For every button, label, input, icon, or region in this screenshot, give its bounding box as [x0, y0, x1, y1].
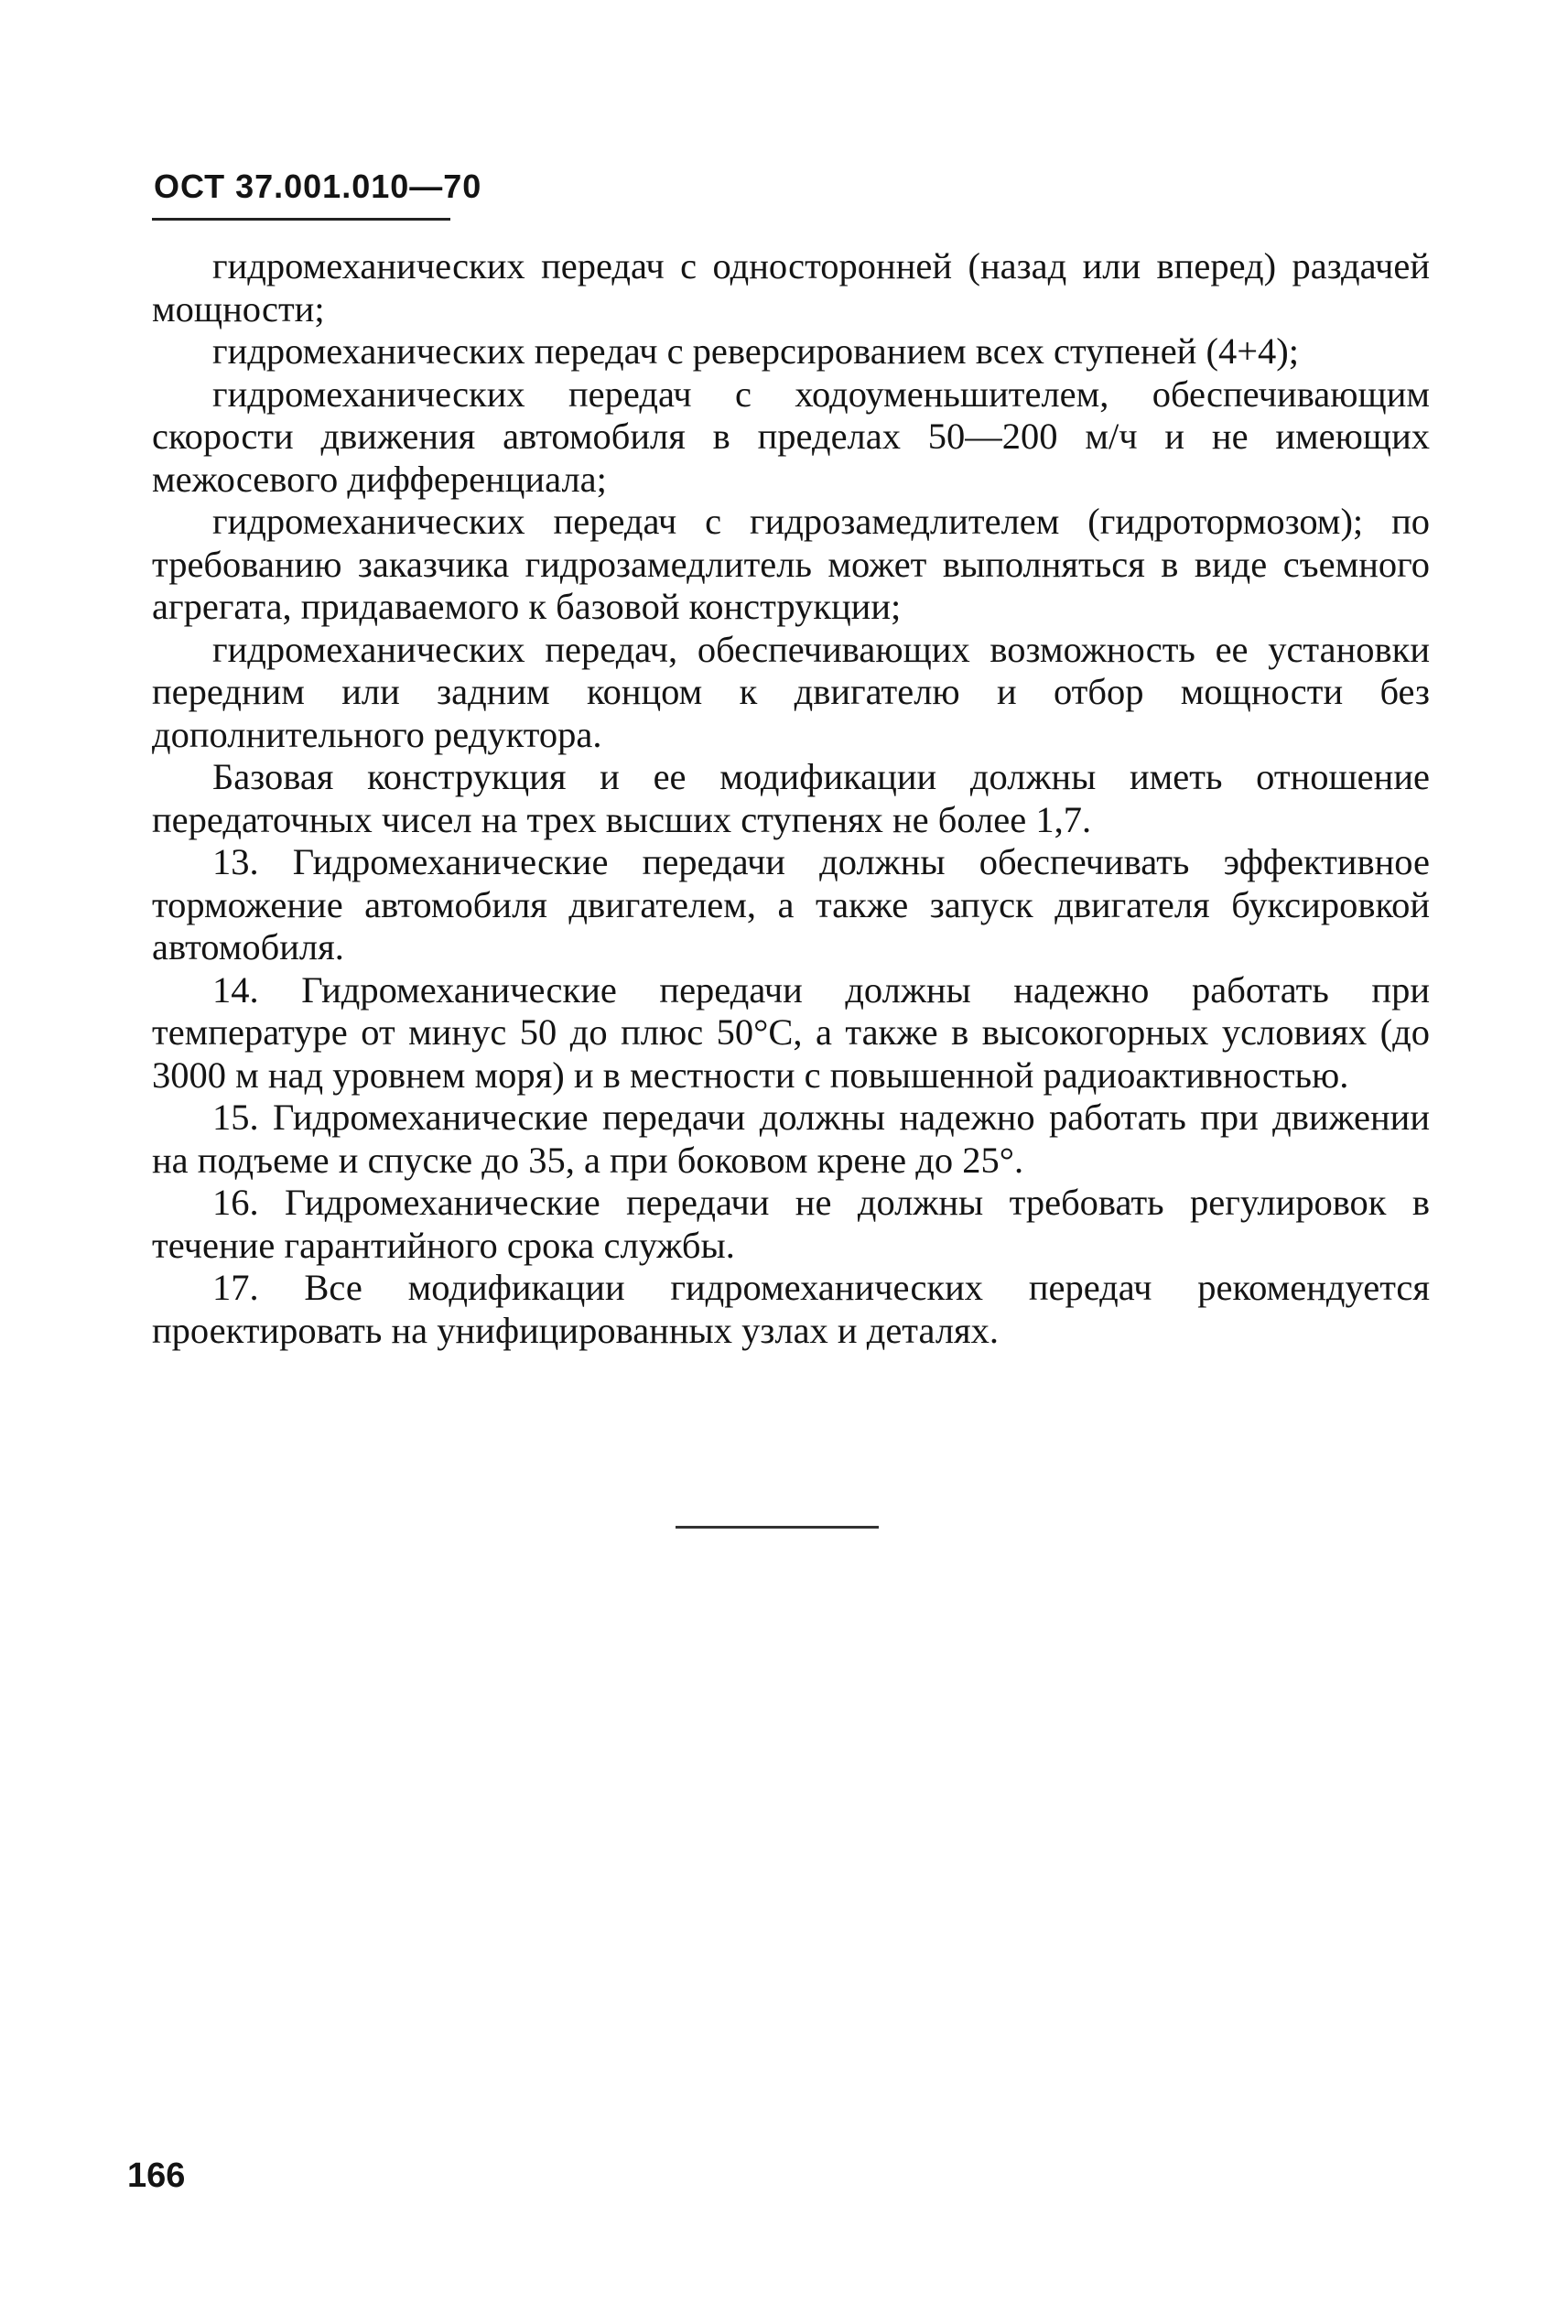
paragraph-gear-ratio: Базовая конструкция и ее модификации должны иметь отношение передаточных чисел на трех высших ступенях не более 1,7. — [152, 756, 1430, 840]
document-code-header: ОСТ 37.001.010—70 — [154, 168, 482, 205]
paragraph-creeper-gear: гидромеханических передач с ходоуменьшителем, обеспечивающим скорости движения автомобиля в пределах 50—200 м/ч и не имеющих межосевого дифференциала; — [152, 373, 1430, 500]
paragraph-item-13: 13. Гидромеханические передачи должны обеспечивать эффективное торможение автомобиля двигателем, а также запуск двигателя буксировкой автомобиля. — [152, 841, 1430, 967]
paragraph-item-14: 14. Гидромеханические передачи должны надежно работать при температуре от минус 50 до плюс 50°С, а также в высокогорных условиях (до 3000 м над уровнем моря) и в местности с повышенной радиоактивностью. — [152, 968, 1430, 1096]
section-end-rule — [676, 1526, 879, 1529]
paragraph-hydro-retarder: гидромеханических передач с гидрозамедлителем (гидротормозом); по требованию заказчика гидрозамедлитель может выполняться в виде съемного агрегата, придаваемого к базовой конструкции; — [152, 501, 1430, 627]
header-underline — [152, 218, 450, 221]
paragraph-reversing-gears: гидромеханических передач с реверсированием всех ступеней (4+4); — [212, 330, 1300, 372]
document-body — [152, 245, 1430, 1352]
paragraph-item-15: 15. Гидромеханические передачи должны надежно работать при движении на подъеме и спуске до 35, а при боковом крене до 25°. — [152, 1097, 1430, 1181]
paragraph-installation-options: гидромеханических передач, обеспечивающих возможность ее установки передним или задним концом к двигателю и отбор мощности без дополнительного редуктора. — [152, 628, 1430, 755]
paragraph-item-16: 16. Гидромеханические передачи не должны требовать регулировок в течение гарантийного срока службы. — [152, 1182, 1430, 1266]
paragraph-one-sided-transfer: гидромеханических передач с односторонней (назад или вперед) раздачей мощности; — [152, 245, 1430, 330]
page-number: 166 — [127, 2156, 186, 2195]
paragraph-item-17: 17. Все модификации гидромеханических передач рекомендуется проектировать на унифицированных узлах и деталях. — [152, 1267, 1430, 1351]
